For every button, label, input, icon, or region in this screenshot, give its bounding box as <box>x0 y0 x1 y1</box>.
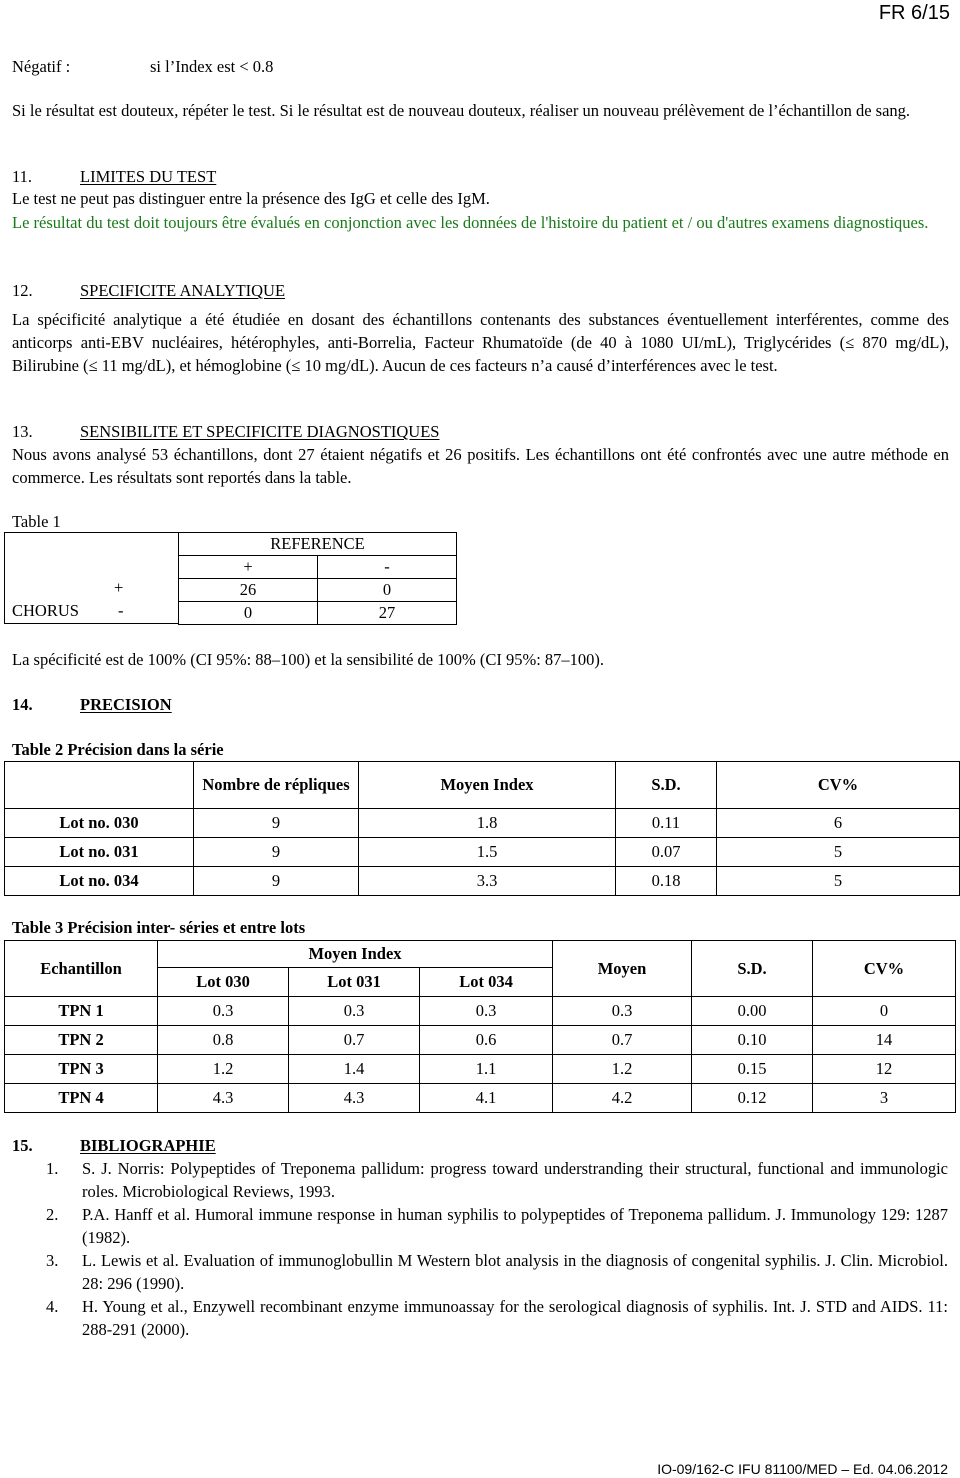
section-13-heading <box>12 421 439 443</box>
table-row <box>5 1055 956 1084</box>
table-row <box>5 809 960 838</box>
table-row <box>5 838 960 867</box>
table-2-header-cv: CV% <box>717 762 960 809</box>
table-3-cell: 0.6 <box>420 1026 553 1055</box>
table-3-cell: 1.1 <box>420 1055 553 1084</box>
table-3-sample: TPN 1 <box>5 997 158 1026</box>
table-3-cell: 0.3 <box>553 997 692 1026</box>
table-2-cell: 9 <box>194 809 359 838</box>
table-3-header-mean-index: Moyen Index <box>158 941 553 968</box>
list-item <box>4 1249 948 1295</box>
page-number-label: FR 6/15 <box>878 2 950 24</box>
section-11-number: 11. <box>12 167 33 186</box>
table-3-cell: 0.3 <box>158 997 289 1026</box>
table-1-reference-header: REFERENCE <box>179 533 457 556</box>
table-2-header-mean-index: Moyen Index <box>359 762 616 809</box>
table-2-cell: 0.18 <box>616 867 717 896</box>
list-item <box>4 1203 948 1249</box>
table-1-caption: Table 1 <box>12 512 61 531</box>
section-14-title: PRECISION <box>80 695 172 714</box>
bib-number: 3. <box>46 1251 59 1270</box>
footer-doc-ref: IO-09/162-C IFU 81100/MED – Ed. 04.06.2012 <box>657 1461 948 1477</box>
table-1-cell-nn: 27 <box>318 602 457 625</box>
table-2-lot: Lot no. 030 <box>5 809 194 838</box>
table-3-cell: 0.10 <box>692 1026 813 1055</box>
table-row <box>5 997 956 1026</box>
table-2-cell: 0.11 <box>616 809 717 838</box>
bib-text: P.A. Hanff et al. Humoral immune response in human syphilis to polypeptides of Treponema pallidum. J. Immunology 129: 1287 (1982). <box>82 1205 948 1247</box>
section-13-number: 13. <box>12 422 33 441</box>
section-11-line1: Le test ne peut pas distinguer entre la présence des IgG et celle des IgM. <box>12 189 490 208</box>
table-1-col-neg: - <box>318 556 457 579</box>
section-14-heading <box>12 694 172 716</box>
bib-text: L. Lewis et al. Evaluation of immunoglobullin M Western blot analysis in the diagnosis of congenital syphilis. J. Clin. Microbiol. 28: 296 (1990). <box>82 1251 948 1293</box>
table-3-cell: 0.15 <box>692 1055 813 1084</box>
section-15-number: 15. <box>12 1136 33 1155</box>
table-1-cell-pn: 0 <box>318 579 457 602</box>
negative-rule <box>12 56 273 78</box>
table-2-cell: 0.07 <box>616 838 717 867</box>
bib-text: S. J. Norris: Polypeptides of Treponema pallidum: progress toward understranding their structural, functional and immunologic roles. Microbiological Reviews, 1993. <box>82 1159 948 1201</box>
table-3-sample: TPN 2 <box>5 1026 158 1055</box>
section-12-number: 12. <box>12 281 33 300</box>
table-3-cell: 0.3 <box>420 997 553 1026</box>
table-3-cell: 1.2 <box>553 1055 692 1084</box>
doubtful-paragraph: Si le résultat est douteux, répéter le test. Si le résultat est de nouveau douteux, réaliser un nouveau prélèvement de l’échantillon de sang. <box>12 101 911 120</box>
table-3-header-lot: Lot 034 <box>420 968 553 997</box>
table-3-caption: Table 3 Précision inter- séries et entre lots <box>12 918 306 937</box>
negative-rule-text: si l’Index est < 0.8 <box>150 57 274 76</box>
table-1-row-pos-sign: + <box>114 578 124 597</box>
table-1-row-neg-sign: - <box>118 601 124 620</box>
table-3-cell: 14 <box>813 1026 956 1055</box>
table-2 <box>4 761 960 896</box>
section-12-heading <box>12 280 285 302</box>
specificity-text: La spécificité est de 100% (CI 95%: 88–100) et la sensibilité de 100% (CI 95%: 87–100). <box>12 650 605 669</box>
table-3-cell: 12 <box>813 1055 956 1084</box>
table-3-header-sd: S.D. <box>692 941 813 997</box>
table-1-left-frame <box>4 532 178 624</box>
table-2-cell: 9 <box>194 867 359 896</box>
table-3-cell: 0.8 <box>158 1026 289 1055</box>
table-2-cell: 1.8 <box>359 809 616 838</box>
table-3-cell: 4.2 <box>553 1084 692 1113</box>
table-3 <box>4 940 956 1113</box>
table-1-row-label: CHORUS <box>12 601 79 620</box>
table-2-header-sd: S.D. <box>616 762 717 809</box>
table-3-header-lot: Lot 031 <box>289 968 420 997</box>
section-12-paragraph: La spécificité analytique a été étudiée en dosant des échantillons contenants des substances éventuellement interférentes, comme des anticorps anti-EBV nucléaires, hétérophyles, anti-Borrelia, Facteur Rhumatoïde (de 40 à 1080 UI/mL), Triglycérides (≤ 870 mg/dL), Bilirubine (≤ 11 mg/dL), et hémoglobine (≤ 10 mg/dL). Aucun de ces facteurs n’a causé d’interférences avec le test. <box>12 310 949 375</box>
table-3-cell: 1.2 <box>158 1055 289 1084</box>
table-2-lot: Lot no. 034 <box>5 867 194 896</box>
table-2-cell: 6 <box>717 809 960 838</box>
section-15-title: BIBLIOGRAPHIE <box>80 1136 216 1155</box>
table-2-lot: Lot no. 031 <box>5 838 194 867</box>
table-2-cell: 9 <box>194 838 359 867</box>
table-3-header-sample: Echantillon <box>5 941 158 997</box>
table-2-cell: 5 <box>717 838 960 867</box>
section-15-heading <box>12 1135 216 1157</box>
table-2-caption: Table 2 Précision dans la série <box>12 740 224 759</box>
table-row <box>5 1026 956 1055</box>
table-3-header-lot: Lot 030 <box>158 968 289 997</box>
table-2-cell: 3.3 <box>359 867 616 896</box>
section-11-title: LIMITES DU TEST <box>80 167 217 186</box>
bib-number: 4. <box>46 1297 59 1316</box>
table-3-sample: TPN 4 <box>5 1084 158 1113</box>
table-3-cell: 0.7 <box>289 1026 420 1055</box>
bib-number: 2. <box>46 1205 59 1224</box>
table-1 <box>178 532 457 625</box>
table-row <box>5 867 960 896</box>
section-12-title: SPECIFICITE ANALYTIQUE <box>80 281 286 300</box>
table-2-header-replicates: Nombre de répliques <box>194 762 359 809</box>
table-2-cell: 5 <box>717 867 960 896</box>
list-item <box>4 1295 948 1341</box>
table-3-cell: 0.7 <box>553 1026 692 1055</box>
section-14-number: 14. <box>12 695 33 714</box>
table-1-cell-pp: 26 <box>179 579 318 602</box>
table-3-header-cv: CV% <box>813 941 956 997</box>
negative-label: Négatif : <box>12 57 71 76</box>
table-2-cell: 1.5 <box>359 838 616 867</box>
table-1-col-pos: + <box>179 556 318 579</box>
table-3-cell: 0.12 <box>692 1084 813 1113</box>
table-3-cell: 4.3 <box>158 1084 289 1113</box>
table-3-header-mean: Moyen <box>553 941 692 997</box>
table-3-cell: 0.3 <box>289 997 420 1026</box>
section-13-title: SENSIBILITE ET SPECIFICITE DIAGNOSTIQUES <box>80 422 440 441</box>
bib-text: H. Young et al., Enzywell recombinant enzyme immunoassay for the serological diagnosis of syphilis. Int. J. STD and AIDS. 11: 288-291 (2000). <box>82 1297 948 1339</box>
table-3-cell: 0.00 <box>692 997 813 1026</box>
list-item <box>4 1157 948 1203</box>
bib-number: 1. <box>46 1159 59 1178</box>
bibliography-list <box>4 1157 948 1341</box>
table-3-cell: 4.3 <box>289 1084 420 1113</box>
table-1-cell-np: 0 <box>179 602 318 625</box>
table-3-cell: 4.1 <box>420 1084 553 1113</box>
table-3-sample: TPN 3 <box>5 1055 158 1084</box>
table-3-cell: 0 <box>813 997 956 1026</box>
section-13-paragraph: Nous avons analysé 53 échantillons, dont 27 étaient négatifs et 26 positifs. Les échantillons ont été confrontés avec une autre méthode en commerce. Les résultats sont reportés dans la table. <box>12 445 949 487</box>
table-3-cell: 1.4 <box>289 1055 420 1084</box>
table-row <box>5 1084 956 1113</box>
section-11-line2: Le résultat du test doit toujours être évalués en conjonction avec les données de l'histoire du patient et / ou d'autres examens diagnostiques. <box>12 213 929 232</box>
table-2-header-blank <box>5 762 194 809</box>
table-3-cell: 3 <box>813 1084 956 1113</box>
section-11-heading <box>12 166 216 188</box>
